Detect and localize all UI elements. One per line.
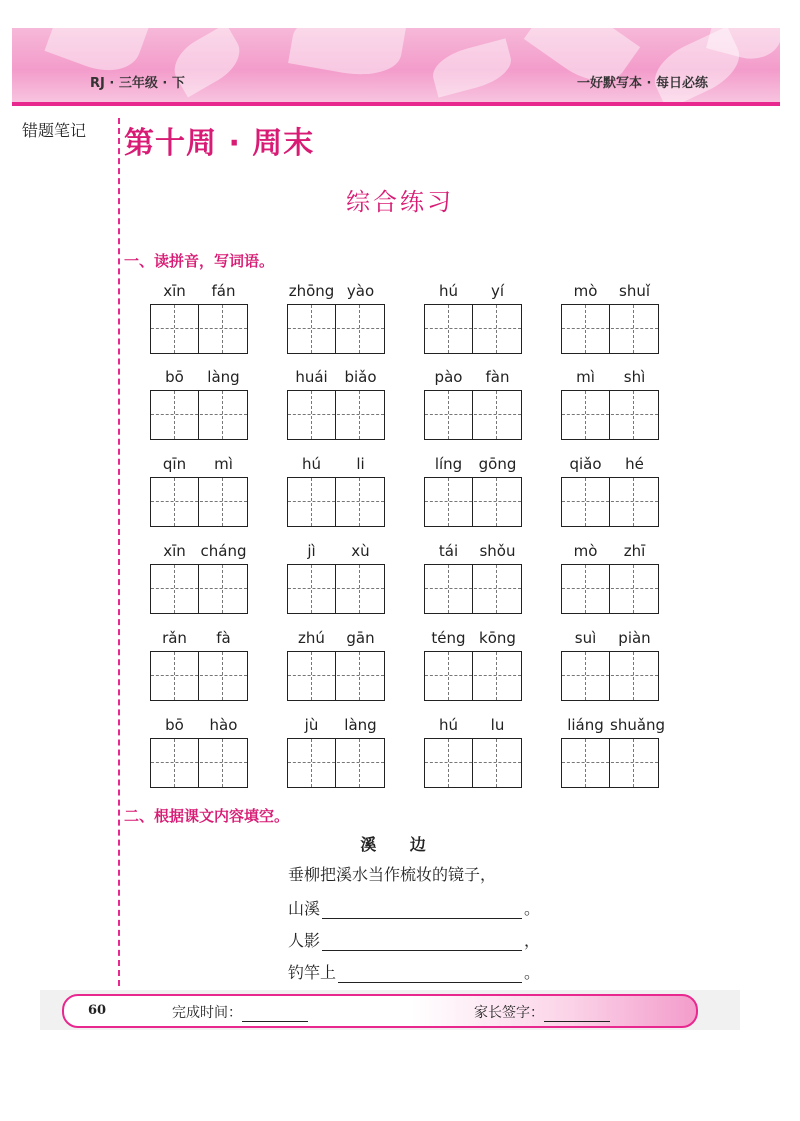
word-item [287,455,385,530]
section-2-heading: 二、根据课文内容填空。 [124,807,290,825]
writing-box[interactable] [287,304,385,354]
word-item [150,542,248,617]
writing-box[interactable] [287,477,385,527]
page-subtitle: 综合练习 [346,188,454,216]
word-item [561,282,659,357]
pinyin-syllable: téng [431,629,466,647]
poem-line-4-prefix: 钓竿上 [288,963,337,982]
pinyin-syllable: mì [576,368,595,386]
pinyin-syllable: li [356,455,365,473]
poem-line-1-text: 垂柳把溪水当作梳妆的镜子， [288,865,497,884]
writing-box[interactable] [287,651,385,701]
writing-box[interactable] [424,304,522,354]
writing-box[interactable] [287,564,385,614]
completion-time-blank[interactable] [242,1009,308,1022]
poem-line-2-suffix: 。 [524,899,541,918]
pinyin-syllable: bō [165,716,184,734]
pinyin-syllable: jì [307,542,316,560]
word-item [150,282,248,357]
writing-box[interactable] [561,651,659,701]
word-item [424,542,522,617]
pinyin-syllable: piàn [618,629,651,647]
pinyin-syllable: gōng [478,455,517,473]
pinyin-syllable: fán [211,282,236,300]
word-item [287,542,385,617]
writing-box[interactable] [424,738,522,788]
pinyin-syllable: kōng [479,629,516,647]
pinyin-syllable: làng [207,368,240,386]
pinyin-syllable: shǒu [479,542,516,560]
pinyin-syllable: gān [346,629,375,647]
pinyin-syllable: líng [434,455,463,473]
writing-box[interactable] [424,477,522,527]
writing-box[interactable] [561,477,659,527]
poem-blank-2[interactable] [322,904,522,919]
pinyin-syllable: tái [438,542,459,560]
word-item [424,282,522,357]
writing-box[interactable] [150,477,248,527]
word-item [287,629,385,704]
writing-box[interactable] [424,651,522,701]
pinyin-syllable: rǎn [162,629,187,647]
header-series-label: 一好默写本 · 每日必练 [577,76,708,91]
poem-blank-4[interactable] [338,968,522,983]
word-item [287,282,385,357]
poem-line-3 [288,928,540,951]
pinyin-syllable: xīn [163,282,186,300]
writing-box[interactable] [287,390,385,440]
header-grade-label: RJ · 三年级 · 下 [90,76,185,91]
pinyin-syllable: mì [214,455,233,473]
pinyin-syllable: biǎo [344,368,377,386]
pinyin-syllable: hào [209,716,238,734]
pinyin-syllable: xù [351,542,370,560]
pinyin-syllable: liáng [567,716,604,734]
writing-box[interactable] [561,304,659,354]
poem-title: 溪 边 [360,835,440,854]
word-item [561,629,659,704]
pinyin-syllable: mò [573,282,598,300]
writing-box[interactable] [150,390,248,440]
pinyin-syllable: yào [346,282,375,300]
word-item [424,455,522,530]
writing-box[interactable] [150,738,248,788]
pinyin-syllable: shì [623,368,646,386]
word-item [561,716,666,791]
pinyin-syllable: shuǎng [610,716,666,734]
pinyin-syllable: bō [165,368,184,386]
pinyin-syllable: yí [490,282,505,300]
word-item [561,368,659,443]
pinyin-syllable: qīn [162,455,187,473]
parent-signature [474,1002,610,1022]
word-item [424,629,522,704]
pinyin-syllable: pào [434,368,463,386]
pinyin-syllable: xīn [163,542,186,560]
poem-line-1 [288,862,496,885]
word-item [150,368,248,443]
poem-line-4 [288,960,540,983]
completion-time [172,1002,308,1022]
word-item [287,716,385,791]
writing-box[interactable] [561,738,659,788]
poem-line-2-prefix: 山溪 [288,899,321,918]
poem-line-4-suffix: 。 [524,963,541,982]
pinyin-syllable: làng [344,716,377,734]
pinyin-syllable: zhú [298,629,325,647]
pinyin-syllable: mò [573,542,598,560]
pinyin-syllable: jù [304,716,319,734]
word-item [424,368,522,443]
word-item [287,368,385,443]
page-number: 60 [88,1003,107,1018]
completion-time-label: 完成时间： [172,1005,242,1021]
writing-box[interactable] [424,564,522,614]
pinyin-syllable: hú [438,716,458,734]
word-item [150,629,248,704]
mistake-notes-label: 错题笔记 [22,121,87,140]
parent-signature-label: 家长签字： [474,1005,544,1021]
header-rule [12,102,780,106]
pinyin-syllable: zhī [623,542,646,560]
pinyin-syllable: hé [625,455,644,473]
writing-box[interactable] [561,564,659,614]
poem-line-3-prefix: 人影 [288,931,321,950]
writing-box[interactable] [561,390,659,440]
word-item [561,455,659,530]
poem-line-2 [288,896,540,919]
poem-line-3-suffix: ， [524,931,541,950]
pinyin-syllable: lu [490,716,505,734]
notes-divider [118,118,120,986]
pinyin-syllable: shuǐ [619,282,650,300]
word-item [150,716,248,791]
writing-box[interactable] [424,390,522,440]
pinyin-syllable: suì [574,629,597,647]
parent-signature-blank[interactable] [544,1009,610,1022]
poem-blank-3[interactable] [322,936,522,951]
word-item [561,542,659,617]
word-item [424,716,522,791]
pinyin-syllable: zhōng [288,282,335,300]
section-1-heading: 一、读拼音，写词语。 [124,252,275,270]
pinyin-syllable: fà [216,629,231,647]
writing-box[interactable] [287,738,385,788]
pinyin-syllable: hú [301,455,321,473]
word-item [150,455,248,530]
header-banner [12,28,780,104]
writing-box[interactable] [150,564,248,614]
page-title: 第十周 · 周末 [124,126,315,161]
pinyin-syllable: cháng [200,542,247,560]
writing-box[interactable] [150,304,248,354]
pinyin-syllable: huái [295,368,328,386]
pinyin-syllable: qiǎo [569,455,602,473]
pinyin-syllable: fàn [485,368,510,386]
pinyin-syllable: hú [438,282,458,300]
writing-box[interactable] [150,651,248,701]
